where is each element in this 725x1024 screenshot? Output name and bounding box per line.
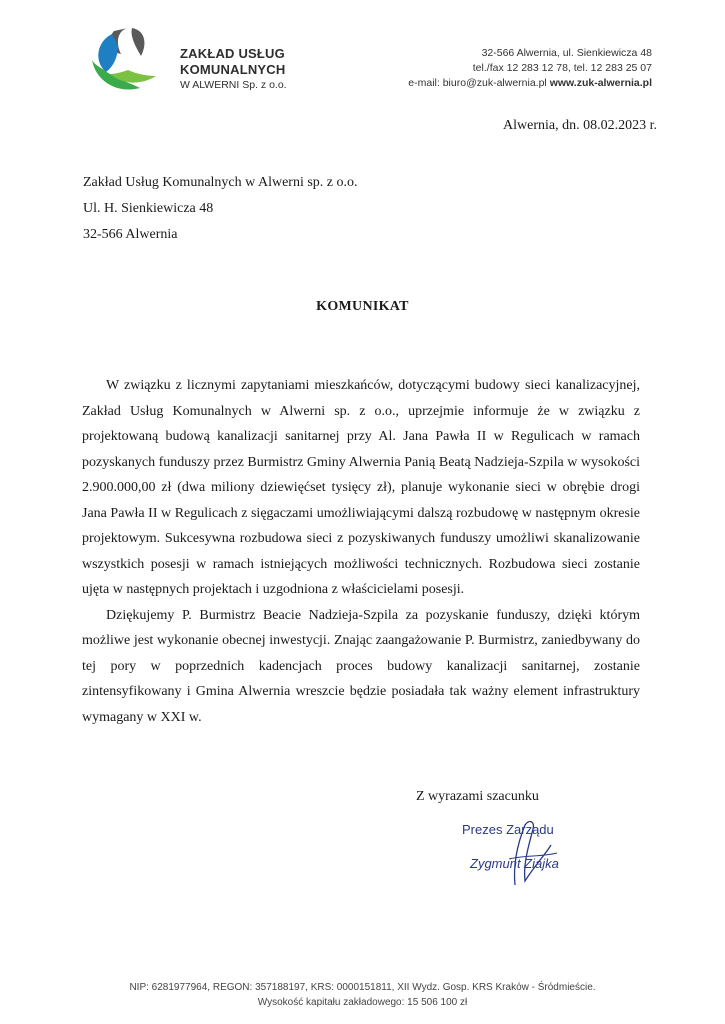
signature-title: Prezes Zarządu (462, 822, 554, 837)
document-title: KOMUNIKAT (316, 299, 409, 314)
company-email-web (408, 76, 652, 91)
letter-date: Alwernia, dn. 08.02.2023 r. (503, 118, 657, 133)
closing-phrase: Z wyrazami szacunku (416, 789, 539, 804)
footer-capital: Wysokość kapitału zakładowego: 15 506 100 zł (257, 997, 468, 1008)
zuk-logo-icon (88, 26, 174, 96)
recipient-line: Zakład Usług Komunalnych w Alwerni sp. z o.o. (83, 175, 358, 190)
recipient-line: Ul. H. Sienkiewicza 48 (83, 201, 214, 216)
letter-body (82, 373, 640, 730)
company-line3: W ALWERNI Sp. z o.o. (180, 79, 287, 91)
company-email: e-mail: biuro@zuk-alwernia.pl (408, 77, 547, 89)
body-paragraph: W związku z licznymi zapytaniami mieszkańców, dotyczącymi budowy sieci kanalizacyjnej, Zakład Usług Komunalnych w Alwerni sp. z o.o., uprzejmie informuje że w związku z projektowaną budową kanalizacji sanitarnej przy Al. Jana Pawła II w Regulicach w ramach pozyskanych funduszy przez Burmistrz Gminy Alwernia Panią Beatą Nadzieja-Szpila w wysokości 2.900.000,00 zł (dwa miliony dziewięćset tysięcy zł), planuje wykonanie sieci w obrębie drogi Jana Pawła II w Regulicach z sięgaczami umożliwiającymi dalszą rozbudowę w następnym okresie projektowym. Sukcesywna rozbudowa sieci z pozyskiwanych funduszy umożliwi skanalizowanie wszystkich posesji w ramach istniejących możliwości technicznych. Rozbudowa sieci zostanie ujęta w następnych projektach i uzgodniona z właścicielami posesji. (82, 378, 640, 597)
recipient-address (83, 170, 358, 248)
company-line2: KOMUNALNYCH (180, 62, 286, 77)
company-address: 32-566 Alwernia, ul. Sienkiewicza 48 (481, 47, 652, 59)
company-website: www.zuk-alwernia.pl (549, 77, 652, 89)
signature-name: Zygmunt Ziajka (470, 856, 559, 871)
company-phones: tel./fax 12 283 12 78, tel. 12 283 25 07 (472, 62, 652, 74)
company-name (180, 46, 287, 93)
recipient-line: 32-566 Alwernia (83, 227, 178, 242)
footer (0, 980, 725, 1010)
contact-block (408, 46, 652, 91)
company-line1: ZAKŁAD USŁUG (180, 46, 285, 61)
body-paragraph: Dziękujemy P. Burmistrz Beacie Nadzieja-Szpila za pozyskanie funduszy, dzięki którym możliwe jest wykonanie obecnej inwestycji. Znając zaangażowanie P. Burmistrz, zaniedbywany do tej pory w poprzednich kadencjach proces budowy kanalizacji sanitarnej, zostanie zintensyfikowany i Gmina Alwernia wreszcie będzie posiadała tak ważny element infrastruktury wymagany w XXI w. (82, 607, 640, 725)
footer-registration: NIP: 6281977964, REGON: 357188197, KRS: 0000151811, XII Wydz. Gosp. KRS Kraków - Śródmieście. (129, 982, 596, 993)
